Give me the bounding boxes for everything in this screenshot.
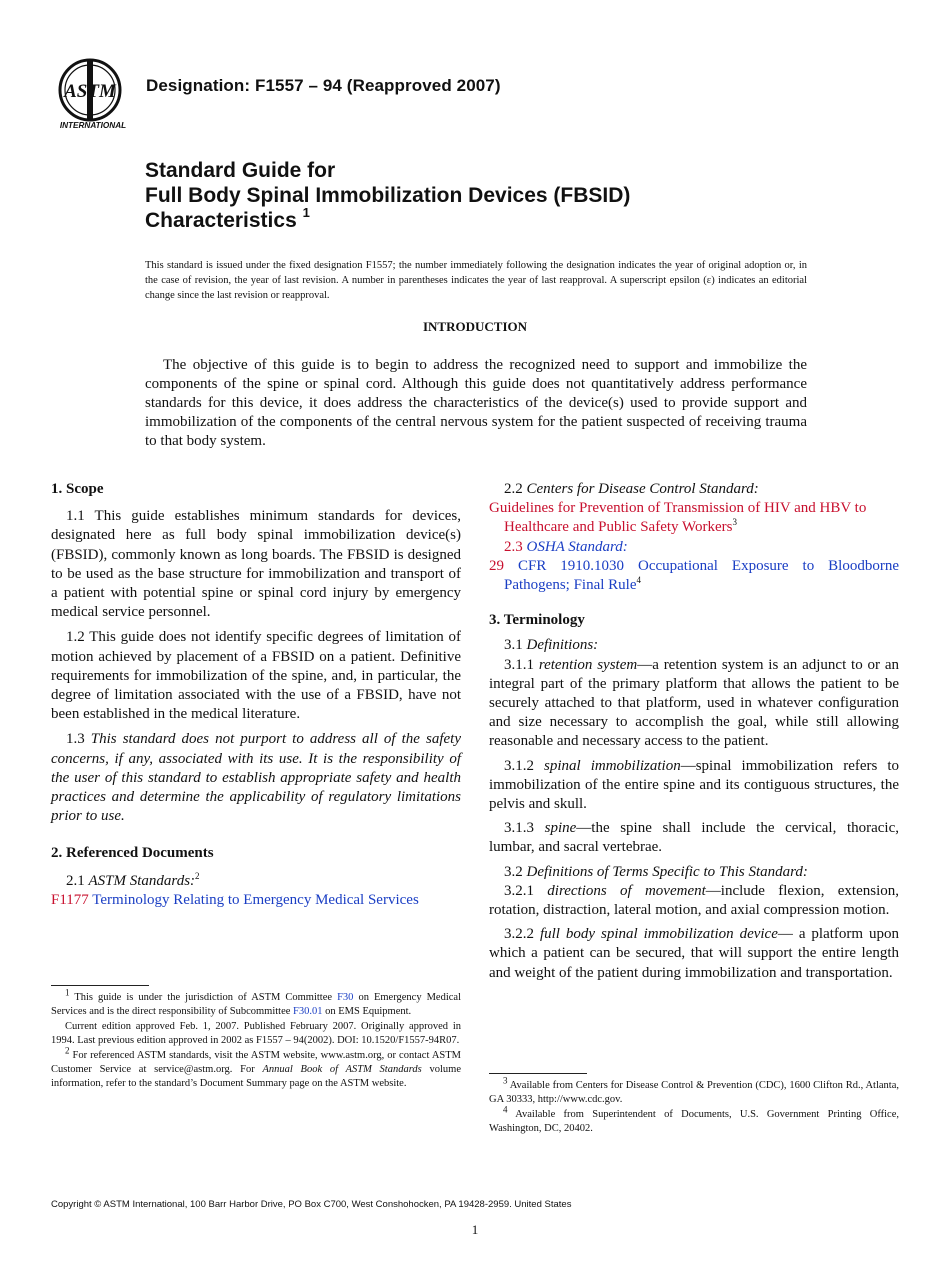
- page-number: 1: [471, 1222, 479, 1237]
- copyright: Copyright © ASTM International, 100 Barr Harbor Drive, PO Box C700, West Conshohocken, PA 19428-2959. United States: [51, 1199, 572, 1210]
- osha-standard-label: 2.3 OSHA Standard:: [504, 538, 628, 555]
- svg-text:ASTM: ASTM: [64, 81, 116, 102]
- osha-link[interactable]: OSHA Standard:: [526, 538, 628, 555]
- footnote-1: $^1$ This guide is under the jurisdiction of ASTM Committee F30 on Emergency Medical Services and is the direct responsibility of Subcommittee F30.01 on EMS Equipment.: [51, 987, 462, 1018]
- term-3-1-2: 3.1.2 spinal immobilization—spinal immobilization refers to immobilization of the entire spine and its contiguous structures, the pelvis and skull.: [489, 757, 900, 813]
- footnotes-left: [51, 985, 461, 1092]
- astm-standards-label: 2.1 ASTM Standards:$^2$: [66, 870, 200, 889]
- document-title: [145, 158, 630, 233]
- f30-link[interactable]: F30: [337, 992, 354, 1003]
- left-column: [51, 480, 461, 910]
- footnote-4: $^4$ Available from Superintendent of Documents, U.S. Government Printing Office, Washington, DC, 20402.: [489, 1104, 899, 1135]
- title-line-3: Characteristics $^1$: [145, 205, 310, 232]
- footnote-rule: [51, 985, 149, 986]
- scope-heading: 1. Scope: [51, 481, 104, 497]
- reference-cdc: Guidelines for Prevention of Transmission of HIV and HBV to Healthcare and Public Safety Workers$^3$: [489, 500, 867, 536]
- scope-1-3: 1.3 This standard does not purport to address all of the safety concerns, if any, associated with its use. It is the responsibility of the user of this standard to establish appropriate safety and health practices and determine the applicability of regulatory limitations prior to use.: [51, 731, 461, 825]
- astm-logo: [50, 56, 136, 134]
- term-3-2-1: 3.2.1 directions of movement—include flexion, extension, rotation, distraction, lateral motion, and axial compression motion.: [489, 882, 899, 919]
- scope-1-1: 1.1 This guide establishes minimum standards for devices, designated here as full body spinal immobilization device(s) (FBSID), commonly known as long boards. The FBSID is designed to be used as the base structure for immobilization and transport of a patient with potential spine or spinal cord injury by emergency medical service personnel.: [51, 508, 461, 621]
- svg-text:INTERNATIONAL: INTERNATIONAL: [59, 121, 127, 130]
- f1177-title-link[interactable]: Terminology Relating to Emergency Medical Services: [92, 891, 419, 908]
- definitions-specific-label: 3.2 Definitions of Terms Specific to This Standard:: [504, 863, 808, 880]
- cdc-title-link[interactable]: Guidelines for Prevention of Transmission of HIV and HBV to Healthcare and Public Safety Workers: [489, 500, 867, 536]
- reference-cfr: 29 CFR 1910.1030 Occupational Exposure to Bloodborne Pathogens; Final Rule$^4$: [489, 557, 899, 594]
- title-line-1: Standard Guide for: [145, 159, 336, 182]
- terminology-heading: 3. Terminology: [489, 612, 585, 629]
- term-3-1-1: 3.1.1 retention system—a retention system is an adjunct to or an integral part of the primary platform that allows the patient to be securely attached to that platform, used in whatever configuration and size necessary to accomplish the goal, while still allowing reasonable and necessary access to the patient.: [489, 656, 899, 750]
- definitions-label: 3.1 Definitions:: [504, 637, 599, 654]
- f30-01-link[interactable]: F30.01: [293, 1006, 323, 1018]
- footnotes-right: [489, 1073, 899, 1137]
- right-column: [489, 480, 899, 983]
- reference-f1177: [51, 891, 461, 910]
- cfr-code-link[interactable]: 29: [489, 557, 504, 574]
- footnote-1-edition: Current edition approved Feb. 1, 2007. Published February 2007. Originally approved in 1994. Last previous edition approved in 2002 as F1557 – 94(2002). DOI: 10.1520/F1557-94R07.: [51, 1020, 461, 1047]
- designation: Designation: F1557 – 94 (Reapproved 2007): [146, 76, 501, 95]
- footnote-3: $^3$ Available from Centers for Disease Control & Prevention (CDC), 1600 Clifton Rd., Atlanta, GA 30333, http://www.cdc.gov.: [489, 1075, 899, 1106]
- footnote-rule: [489, 1073, 587, 1074]
- term-3-2-2: 3.2.2 full body spinal immobilization device— a platform upon which a patient can be secured, that will support the entire length and weight of the patient during immobilization and transportation.: [489, 926, 900, 981]
- title-line-2: Full Body Spinal Immobilization Devices (FBSID): [145, 184, 631, 207]
- footnote-2: $^2$ For referenced ASTM standards, visit the ASTM website, www.astm.org, or contact ASTM Customer Service at service@astm.org. For Annual Book of ASTM Standards volume information, refer to the standard’s Document Summary page on the ASTM website.: [51, 1045, 461, 1090]
- issue-note: This standard is issued under the fixed designation F1557; the number immediately following the designation indicates the year of original adoption or, in the case of revision, the year of last revision. A number in parentheses indicates the year of last reapproval. A superscript epsilon (ε) indicates an editorial change since the last revision or reapproval.: [145, 260, 807, 301]
- cfr-title-link[interactable]: CFR 1910.1030 Occupational Exposure to Bloodborne Pathogens; Final Rule: [504, 557, 899, 594]
- title-footnote-mark: 1: [302, 205, 310, 220]
- f1177-code-link[interactable]: F1177: [51, 891, 89, 908]
- introduction-heading: INTRODUCTION: [422, 319, 527, 334]
- cdc-standard-label: 2.2 Centers for Disease Control Standard:: [504, 481, 759, 497]
- scope-1-2: 1.2 This guide does not identify specific degrees of limitation of motion achieved by placement of a FBSID on a patient. Definitive requirements for immobilization of the spine, and, in particular, the degree of limitation associated with the use of a FBSID, have not been established in the medical literature.: [51, 629, 461, 723]
- term-3-1-3: 3.1.3 spine—the spine shall include the cervical, thoracic, lumbar, and sacral vertebrae.: [489, 820, 899, 856]
- referenced-documents-heading: 2. Referenced Documents: [51, 845, 214, 862]
- introduction-body: The objective of this guide is to begin to address the recognized need to support and immobilize the components of the spine or spinal cord. Although this guide does not quantitatively address performance standards for this device, it does address the characteristics of the device(s) used to provide support and immobilization of the components of the central nervous system for the patient suspected of receiving trauma to that body system.: [145, 357, 807, 449]
